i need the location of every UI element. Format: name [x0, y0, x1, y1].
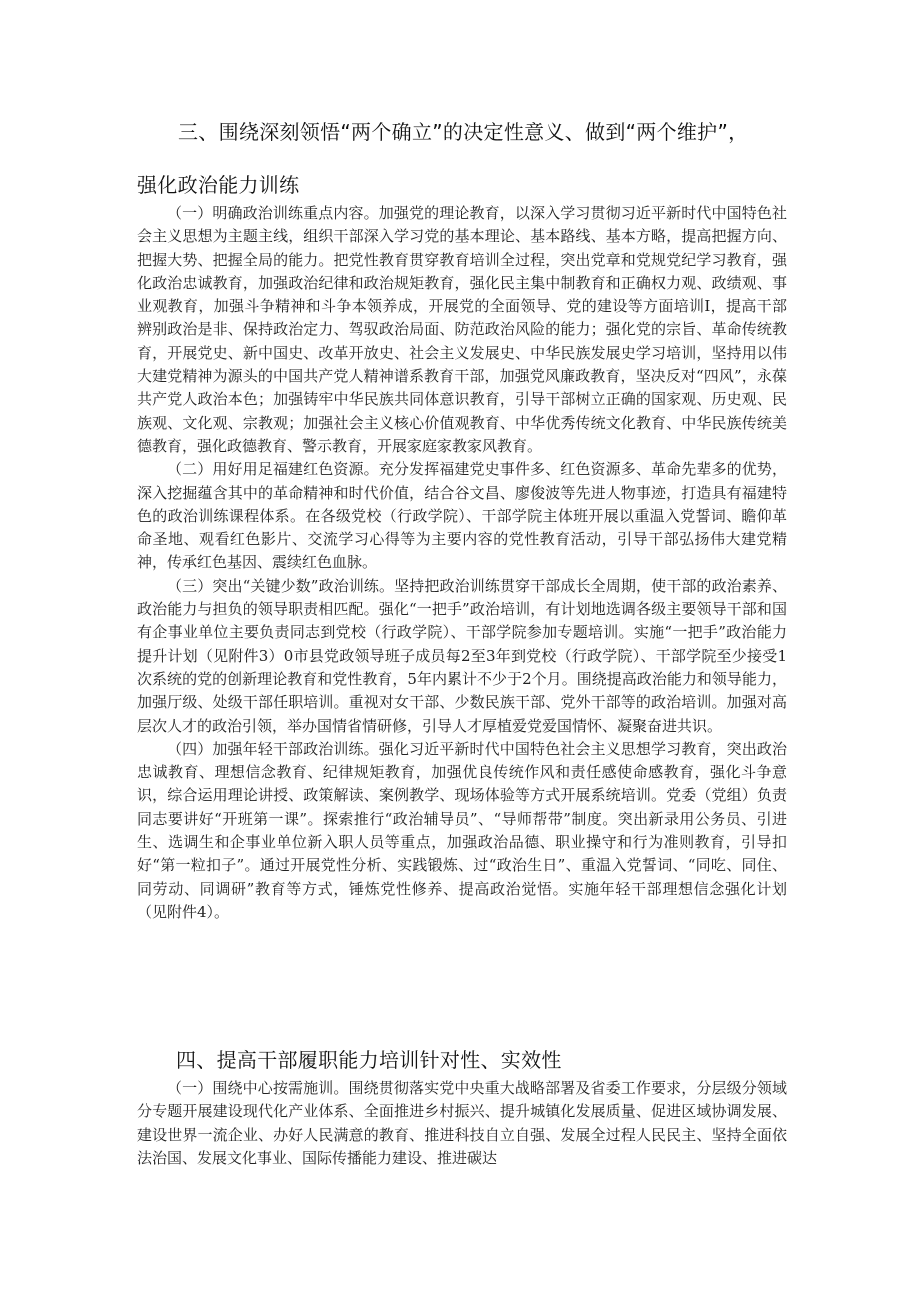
section3-heading-line2: 强化政治能力训练	[137, 173, 300, 197]
section4-heading: 四、提高干部履职能力培训针对性、实效性	[176, 1048, 562, 1072]
paragraph-young-cadre-training: （四）加强年轻干部政治训练。强化习近平新时代中国特色社会主义思想学习教育，突出政治忠诚教育、理想信念教育、纪律规矩教育，加强优良传统作风和责任感使命感教育，强化斗争意识，综合运用理论讲授、政策解读、案例教学、现场体验等方式开展系统培训。党委（党组）负责同志要讲好“开班第一课”。探索推行“政治辅导员”、“导师帮带”制度。突出新录用公务员、引进生、选调生和企事业单位新入职人员等重点，加强政治品德、职业操守和行为准则教育，引导扣好“第一粒扣子”。通过开展党性分析、实践锻炼、过“政治生日”、重温入党誓词、“同吃、同住、同劳动、同调研”教育等方式，锤炼党性修养、提高政治觉悟。实施年轻干部理想信念强化计划（见附件4）。	[137, 739, 787, 921]
section3-body	[137, 202, 787, 924]
paragraph-political-training-content: （一）明确政治训练重点内容。加强党的理论教育，以深入学习贯彻习近平新时代中国特色社会主义思想为主题主线，组织干部深入学习党的基本理论、基本路线、基本方略，提高把握方向、把握大势、把握全局的能力。把党性教育贯穿教育培训全过程，突出党章和党规党纪学习教育，强化政治忠诚教育，加强政治纪律和政治规矩教育，强化民主集中制教育和正确权力观、政绩观、事业观教育，加强斗争精神和斗争本领养成，开展党的全面领导、党的建设等方面培训I，提高干部辨别政治是非、保持政治定力、驾驭政治局面、防范政治风险的能力；强化党的宗旨、革命传统教育，开展党史、新中国史、改革开放史、社会主义发展史、中华民族发展史学习培训，坚持用以伟大建党精神为源头的中国共产党人精神谱系教育干部，加强党风廉政教育，坚决反对“四风”，永葆共产党人政治本色；加强铸牢中华民族共同体意识教育，引导干部树立正确的国家观、历史观、民族观、文化观、宗教观；加强社会主义核心价值观教育、中华优秀传统文化教育、中华民族传统美德教育，强化政德教育、警示教育，开展家庭家教家风教育。	[137, 204, 787, 455]
paragraph-demand-based-training: （一）围绕中心按需施训。围绕贯彻落实党中央重大战略部署及省委工作要求，分层级分领域分专题开展建设现代化产业体系、全面推进乡村振兴、提升城镇化发展质量、促进区域协调发展、建设世界一流企业、办好人民满意的教育、推进科技自立自强、发展全过程人民民主、坚持全面依法治国、发展文化事业、国际传播能力建设、推进碳达	[137, 1079, 787, 1167]
paragraph-fujian-red-resources: （二）用好用足福建红色资源。充分发挥福建党史事件多、红色资源多、革命先辈多的优势，深入挖掘蕴含其中的革命精神和时代价值，结合谷文昌、廖俊波等先进人物事迹，打造具有福建特色的政治训练课程体系。在各级党校（行政学院）、干部学院主体班开展以重温入党誓词、瞻仰革命圣地、观看红色影片、交流学习心得等为主要内容的党性教育活动，引导干部弘扬伟大建党精神，传承红色基因、震续红色血脉。	[137, 460, 787, 572]
section3-heading-line1: 三、围绕深刻领悟“两个确立”的决定性意义、做到“两个维护”，	[178, 120, 749, 144]
paragraph-key-minority-training: （三）突出“关键少数”政治训练。坚持把政治训练贯穿干部成长全周期，使干部的政治素养、政治能力与担负的领导职责相匹配。强化“一把手”政治培训，有计划地选调各级主要领导干部和国有企事业单位主要负责同志到党校（行政学院）、干部学院参加专题培训。实施“一把手”政治能力提升计划（见附件3）0市县党政领导班子成员每2至3年到党校（行政学院）、干部学院至少接受1次系统的党的创新理论教育和党性教育，5年内累计不少于2个月。围绕提高政治能力和领导能力，加强厅级、处级干部任职培训。重视对女干部、少数民族干部、党外干部等的政治培训。加强对高层次人才的政治引领，举办国情省情研修，引导人才厚植爱党爱国情怀、凝聚奋进共识。	[137, 576, 787, 735]
section4-body	[137, 1077, 787, 1170]
